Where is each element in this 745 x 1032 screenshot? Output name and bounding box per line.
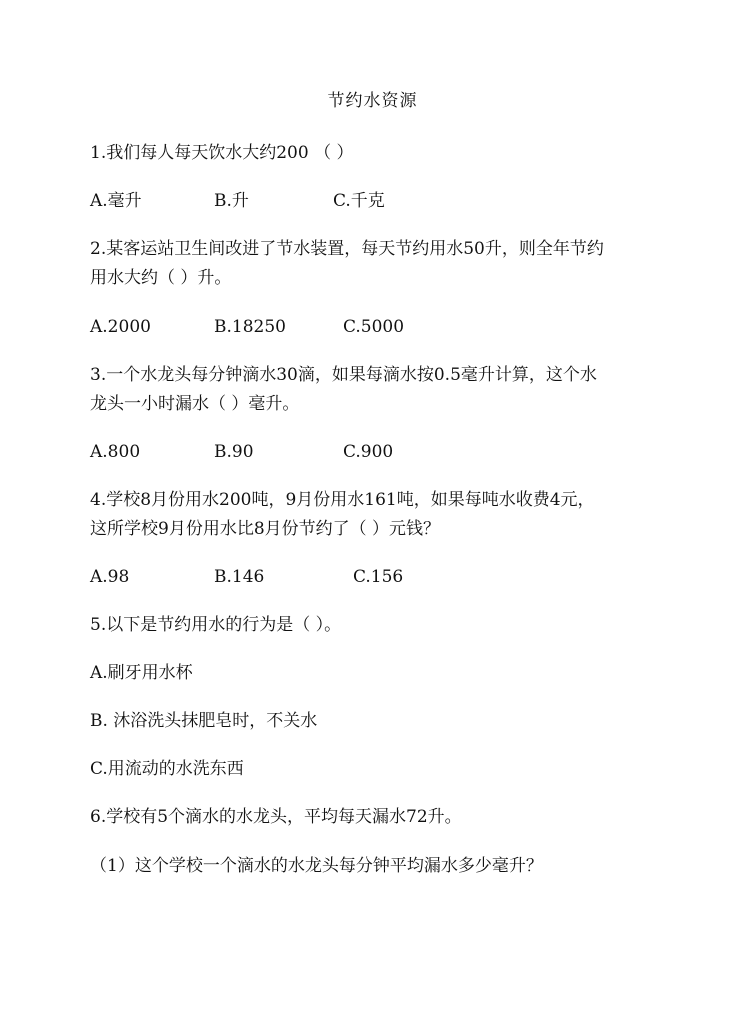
question-4-text-line-1: 4.学校8月份用水200吨，9月份用水161吨，如果每吨水收费4元， <box>90 490 595 510</box>
question-4-option-c: C.156 <box>353 567 404 587</box>
question-5-text: 5.以下是节约用水的行为是（ ）。 <box>90 615 342 635</box>
question-4-text-line-2: 这所学校9月份用水比8月份节约了（ ）元钱？ <box>90 519 441 539</box>
question-3-option-c: C.900 <box>343 442 394 462</box>
question-1-option-c: C.千克 <box>333 191 385 211</box>
question-3-text-line-1: 3.一个水龙头每分钟滴水30滴，如果每滴水按0.5毫升计算，这个水 <box>90 365 597 385</box>
question-1-text: 1.我们每人每天饮水大约200 （ ） <box>90 143 354 163</box>
question-1-option-a: A.毫升 <box>90 191 142 211</box>
question-3-option-a: A.800 <box>90 442 141 462</box>
question-3-text-line-2: 龙头一小时漏水（ ）毫升。 <box>90 394 300 414</box>
question-6-subquestion-1: （1）这个学校一个滴水的水龙头每分钟平均漏水多少毫升？ <box>90 856 543 876</box>
question-5-option-b: B. 沐浴洗头抹肥皂时，不关水 <box>90 711 318 731</box>
question-2-option-a: A.2000 <box>90 317 151 337</box>
question-2-option-c: C.5000 <box>343 317 405 337</box>
question-4-option-a: A.98 <box>90 567 130 587</box>
question-4-option-b: B.146 <box>214 567 265 587</box>
question-3-option-b: B.90 <box>214 442 254 462</box>
question-5-option-c: C.用流动的水洗东西 <box>90 759 244 779</box>
question-2-text-line-1: 2.某客运站卫生间改进了节水装置，每天节约用水50升，则全年节约 <box>90 239 604 259</box>
question-2-option-b: B.18250 <box>214 317 286 337</box>
page-title: 节约水资源 <box>327 91 418 111</box>
question-6-text: 6.学校有5个滴水的水龙头，平均每天漏水72升。 <box>90 807 462 827</box>
question-5-option-a: A.刷牙用水杯 <box>90 663 193 683</box>
question-2-text-line-2: 用水大约（ ）升。 <box>90 268 232 288</box>
question-1-option-b: B.升 <box>214 191 249 211</box>
